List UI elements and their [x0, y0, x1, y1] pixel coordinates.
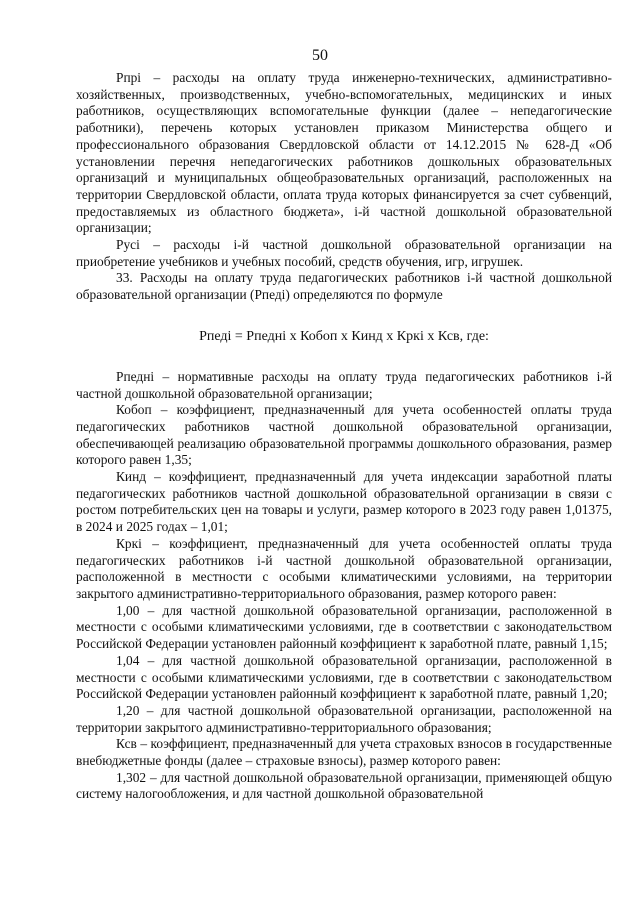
- paragraph-rus-definition: Русi – расходы i-й частной дошкольной образовательной организации на приобретение учебников и учебных пособий, средств обучения, игр, игрушек.: [76, 237, 612, 269]
- paragraph-kobop-definition: Кобоп – коэффициент, предназначенный для учета особенностей оплаты труда педагогических работников частной дошкольной образовательной организации, обеспечивающей реализацию образовательной программы дошкольного образования, размер которого равен 1,35;: [76, 402, 612, 468]
- paragraph-item-33: 33. Расходы на оплату труда педагогических работников i-й частной дошкольной образовательной организации (Рпедi) определяются по формуле: [76, 270, 612, 303]
- paragraph-ksv-definition: Ксв – коэффициент, предназначенный для учета страховых взносов в государственные внебюджетные фонды (далее – страховые взносы), размер которого равен:: [76, 736, 612, 769]
- page-number: 50: [312, 47, 328, 64]
- formula: Рпедi = Рпедні х Кобоп х Кинд х Кркi х Ксв, где:: [199, 328, 489, 344]
- document-body: [76, 70, 612, 803]
- paragraph-krk-value-1-00: 1,00 – для частной дошкольной образовательной организации, расположенной в местности с особыми климатическими условиями, где в соответствии с законодательством Российской Федерации установлен районный коэффициент к заработной плате, равный 1,15;: [76, 602, 612, 652]
- paragraph-rpr-definition: Рпрi – расходы на оплату труда инженерно-технических, административно-хозяйственных, производственных, учебно-вспомогательных, медицинских и иных работников, осуществляющих вспомогательные функции (далее – непедагогические работники), перечень которых установлен приказом Министерства общего и профессионального образования Свердловской области от 14.12.2015 № 628-Д «Об установлении перечня непедагогических работников дошкольных образовательных организаций и муниципальных общеобразовательных организаций, расположенных на территории Свердловской области, оплата труда которых финансируется за счет субвенций, предоставляемых из областного бюджета», i-й частной дошкольной образовательной организации;: [76, 70, 612, 236]
- paragraph-ksv-value-1-302: 1,302 – для частной дошкольной образовательной организации, применяющей общую систему налогообложения, и для частной дошкольной образовательной: [76, 769, 612, 802]
- paragraph-krk-value-1-04: 1,04 – для частной дошкольной образовательной организации, расположенной в местности с особыми климатическими условиями, где в соответствии с законодательством Российской Федерации установлен районный коэффициент к заработной плате, равный 1,20;: [76, 652, 612, 702]
- paragraph-krk-value-1-20: 1,20 – для частной дошкольной образовательной организации, расположенной на территории закрытого административно-территориального образования;: [76, 702, 612, 735]
- paragraph-rpedn-definition: Рпедні – нормативные расходы на оплату труда педагогических работников i-й частной дошкольной образовательной организации;: [76, 368, 612, 401]
- paragraph-krk-definition: Кркi – коэффициент, предназначенный для учета особенностей оплаты труда педагогических работников i-й частной дошкольной образовательной организации, расположенной в местности с особыми климатическими условиями, на территории закрытого административно-территориального образования, размер которого равен:: [76, 535, 612, 601]
- paragraph-kind-definition: Кинд – коэффициент, предназначенный для учета индексации заработной платы педагогических работников частной дошкольной образовательной организации в связи с ростом потребительских цен на товары и услуги, размер которого в 2023 году равен 1,01375, в 2024 и 2025 годах – 1,01;: [76, 469, 612, 535]
